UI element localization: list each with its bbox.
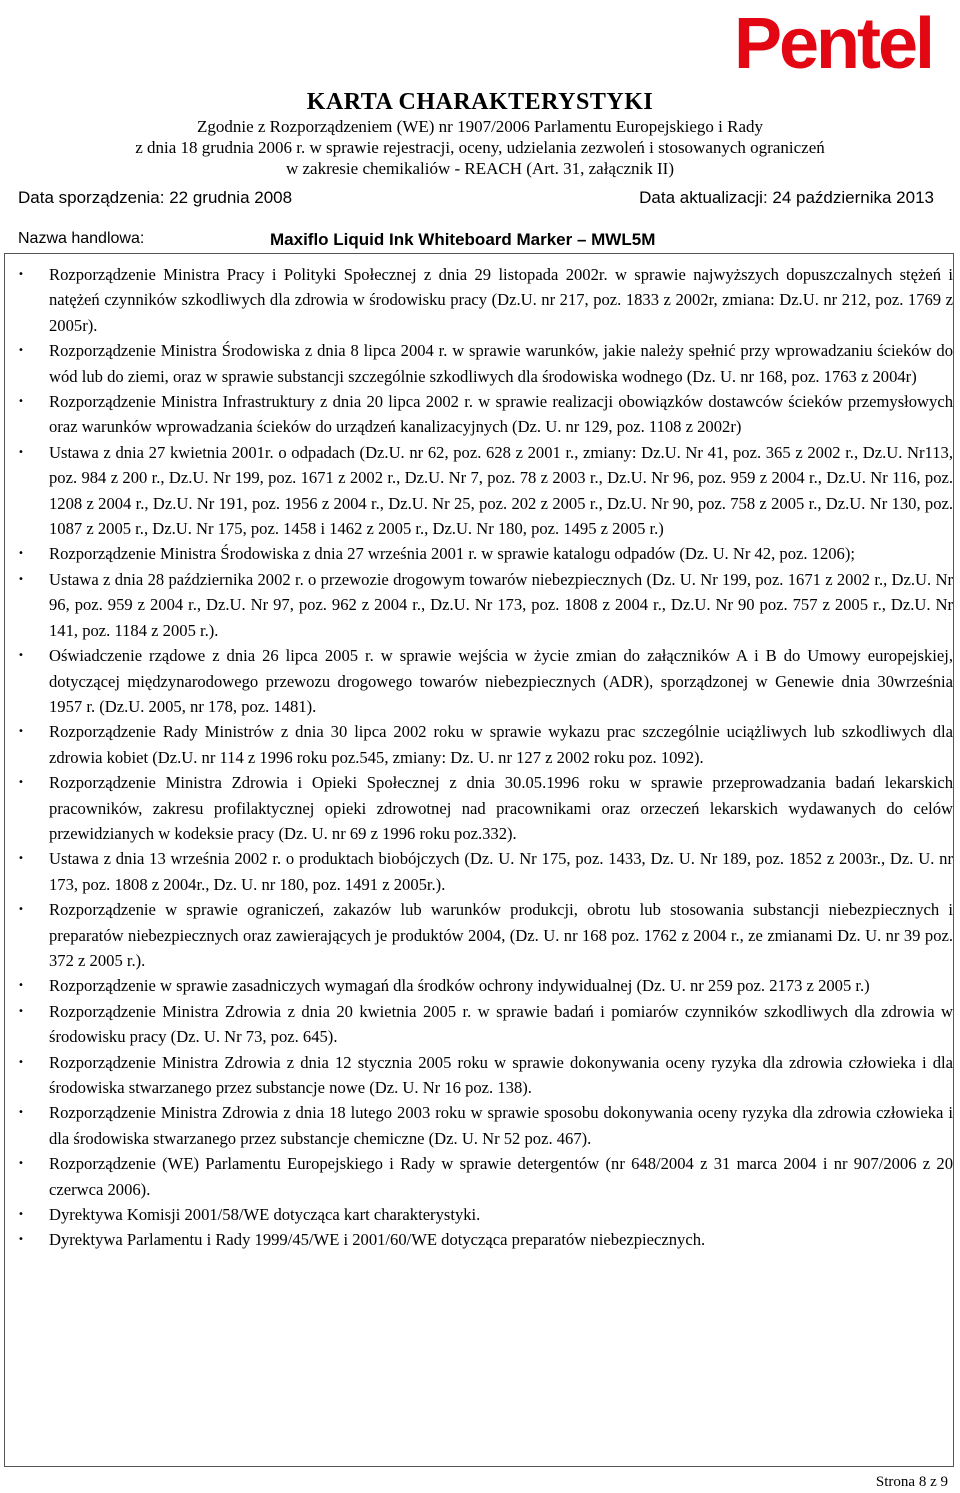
list-item [5,973,953,998]
header-regulation-line-3: w zakresie chemikaliów - REACH (Art. 31, załącznik II) [285,159,675,178]
bullet-icon: • [18,1005,24,1017]
list-item-text: Rozporządzenie Ministra Środowiska z dnia 27 września 2001 r. w sprawie katalogu odpadów (Dz. U. Nr 42, poz. 1206); [49,544,855,564]
trade-name-row [18,230,938,250]
bullet-icon: • [18,1107,24,1119]
list-item-text: Oświadczenie rządowe z dnia 26 lipca 2005 r. w sprawie wejścia w życie zmian do załączników A i B do Umowy europejskiej, dotyczącej międzynarodowego przewozu drogowego towarów niebezpiecznych (ADR), sporządzonej w Genewie dnia 30września 1957 r. (Dz.U. 2005, nr 178, poz. 1481). [49,646,953,716]
list-item [5,770,953,846]
list-item [5,719,953,770]
list-item [5,897,953,973]
pentel-logo [720,2,946,84]
updated-date: Data aktualizacji: 24 października 2013 [639,188,934,207]
bullet-icon: • [18,548,24,560]
bullet-icon: • [18,777,24,789]
list-item-text: Rozporządzenie Ministra Infrastruktury z dnia 20 lipca 2002 r. w sprawie realizacji obowiązków dostawców ścieków przemysłowych oraz warunków wprowadzania ścieków do urządzeń kanalizacyjnych (Dz. U. nr 129, poz. 1108 z 2002r) [49,392,953,437]
list-item-text: Ustawa z dnia 27 kwietnia 2001r. o odpadach (Dz.U. nr 62, poz. 628 z 2001 r., zmiany: Dz.U. Nr 41, poz. 365 z 2002 r., Dz.U. Nr113, poz. 984 z 200 r., Dz.U. Nr 199, poz. 1671 z 2002 r., Dz.U. Nr 7, poz. 78 z 2003 r., Dz.U. Nr 96, poz. 959 z 2004 r., Dz.U. Nr 116, poz. 1208 z 2004 r., Dz.U. Nr 191, poz. 1956 z 2004 r., Dz.U. Nr 25, poz. 202 z 2005 r., Dz.U. Nr 90, poz. 758 z 2005 r., Dz.U. Nr 130, poz. 1087 z 2005 r., Dz.U. Nr 175, poz. 1458 i 1462 z 2005 r., Dz.U. Nr 180, poz. 1495 z 2005 r.) [49,442,953,539]
list-item [5,1151,953,1202]
trade-name-value: Maxiflo Liquid Ink Whiteboard Marker – MWL5M [270,230,656,249]
list-item [5,1100,953,1151]
list-item [5,1050,953,1101]
list-item-text: Rozporządzenie (WE) Parlamentu Europejskiego i Rady w sprawie detergentów (nr 648/2004 z 31 marca 2004 i nr 907/2006 z 20 czerwca 2006). [49,1154,953,1199]
list-item [5,643,953,719]
list-item [5,262,953,338]
header-regulation-line-2: z dnia 18 grudnia 2006 r. w sprawie rejestracji, oceny, udzielania zezwoleń i stosowanych ograniczeń [135,138,825,157]
list-item [5,541,953,566]
bullet-icon: • [18,650,24,662]
bullet-icon: • [18,853,24,865]
regulations-list [5,262,955,1253]
list-item-text: Rozporządzenie Ministra Zdrowia z dnia 18 lutego 2003 roku w sprawie sposobu dokonywania oceny ryzyka dla zdrowia człowieka i dla środowiska stwarzanego przez substancje chemiczne (Dz. U. Nr 52 poz. 467). [49,1103,953,1148]
list-item [5,1202,953,1227]
list-item [5,1227,953,1252]
bullet-icon: • [18,269,24,280]
bullet-icon: • [18,345,24,357]
pentel-logo-text: Pentel [733,4,933,84]
bullet-icon: • [18,573,24,585]
list-item [5,338,953,389]
list-item-text: Rozporządzenie w sprawie zasadniczych wymagań dla środków ochrony indywidualnej (Dz. U. nr 259 poz. 2173 z 2005 r.) [49,976,870,996]
bullet-icon: • [18,726,24,738]
list-item [5,389,953,440]
trade-name-label: Nazwa handlowa: [18,230,145,247]
list-item-text: Dyrektywa Parlamentu i Rady 1999/45/WE i 2001/60/WE dotycząca preparatów niebezpiecznych. [49,1230,706,1250]
bullet-icon: • [18,1158,24,1170]
list-item-text: Rozporządzenie Ministra Pracy i Polityki Społecznej z dnia 29 listopada 2002r. w sprawie najwyższych dopuszczalnych stężeń i natężeń czynników szkodliwych dla zdrowia w środowisku pracy (Dz.U. nr 217, poz. 1833 z 2002r, zmiana: Dz.U. nr 212, poz. 1769 z 2005r). [49,265,953,335]
list-item-text: Dyrektywa Komisji 2001/58/WE dotycząca kart charakterystyki. [49,1205,481,1225]
regulations-box [4,253,954,1467]
list-item [5,999,953,1050]
list-item-text: Rozporządzenie Ministra Zdrowia z dnia 12 stycznia 2005 roku w sprawie dokonywania oceny ryzyka dla zdrowia człowieka i dla środowiska stwarzanego przez substancje nowe (Dz. U. Nr 16 poz. 138). [49,1052,953,1097]
header-regulation-line-1: Zgodnie z Rozporządzeniem (WE) nr 1907/2006 Parlamentu Europejskiego i Rady [196,117,764,136]
bullet-icon: • [18,396,24,408]
bullet-icon: • [18,1234,24,1246]
bullet-icon: • [18,980,24,992]
list-item-text: Rozporządzenie Ministra Środowiska z dnia 8 lipca 2004 r. w sprawie warunków, jakie należy spełnić przy wprowadzaniu ścieków do wód lub do ziemi, oraz w sprawie substancji szczególnie szkodliwych dla środowiska wodnego (Dz. U. nr 168, poz. 1763 z 2004r) [49,341,953,386]
list-item-text: Rozporządzenie Rady Ministrów z dnia 30 lipca 2002 roku w sprawie wykazu prac szczególnie uciążliwych lub szkodliwych dla zdrowia kobiet (Dz.U. nr 114 z 1996 roku poz.545, zmiany: Dz. U. nr 127 z 2002 roku poz. 1092). [49,722,953,767]
bullet-icon: • [18,446,24,458]
list-item [5,440,953,542]
list-item-text: Ustawa z dnia 13 września 2002 r. o produktach biobójczych (Dz. U. Nr 175, poz. 1433, Dz. U. Nr 189, poz. 1852 z 2003r., Dz. U. nr 173, poz. 1808 z 2004r., Dz. U. nr 180, poz. 1491 z 2005r.). [49,849,953,894]
list-item-text: Rozporządzenie w sprawie ograniczeń, zakazów lub warunków produkcji, obrotu lub stosowania substancji niebezpiecznych i preparatów niebezpiecznych oraz zawierających je produktów 2004, (Dz. U. nr 168 poz. 1762 z 2004 r., ze zmianami Dz. U. nr 39 poz. 372 z 2005 r.). [49,900,953,970]
bullet-icon: • [18,1209,24,1221]
prepared-date: Data sporządzenia: 22 grudnia 2008 [18,188,293,207]
page-number: Strona 8 z 9 [875,1474,948,1490]
list-item-text: Rozporządzenie Ministra Zdrowia i Opieki Społecznej z dnia 30.05.1996 roku w sprawie przeprowadzania badań lekarskich pracowników, zakresu profilaktycznej opieki zdrowotnej nad pracownikami oraz orzeczeń lekarskich wydawanych do celów przewidzianych w kodeksie pracy (Dz. U. nr 69 z 1996 roku poz.332). [49,773,953,843]
list-item [5,846,953,897]
document-header [0,88,960,179]
bullet-icon: • [18,1056,24,1068]
page-title: KARTA CHARAKTERYSTYKI [306,89,654,115]
dates-row [18,188,934,208]
bullet-icon: • [18,904,24,916]
list-item-text: Ustawa z dnia 28 października 2002 r. o przewozie drogowym towarów niebezpiecznych (Dz. U. Nr 199, poz. 1671 z 2002 r., Dz.U. Nr 96, poz. 959 z 2004 r., Dz.U. Nr 97, poz. 962 z 2004 r., Dz.U. Nr 173, poz. 1808 z 2004 r., Dz.U. Nr 90 poz. 757 z 2005 r., Dz.U. Nr 141, poz. 1184 z 2005 r.). [49,569,953,640]
list-item [5,567,953,643]
list-item-text: Rozporządzenie Ministra Zdrowia z dnia 20 kwietnia 2005 r. w sprawie badań i pomiarów czynników szkodliwych dla zdrowia w środowisku pracy (Dz. U. Nr 73, poz. 645). [49,1001,953,1047]
